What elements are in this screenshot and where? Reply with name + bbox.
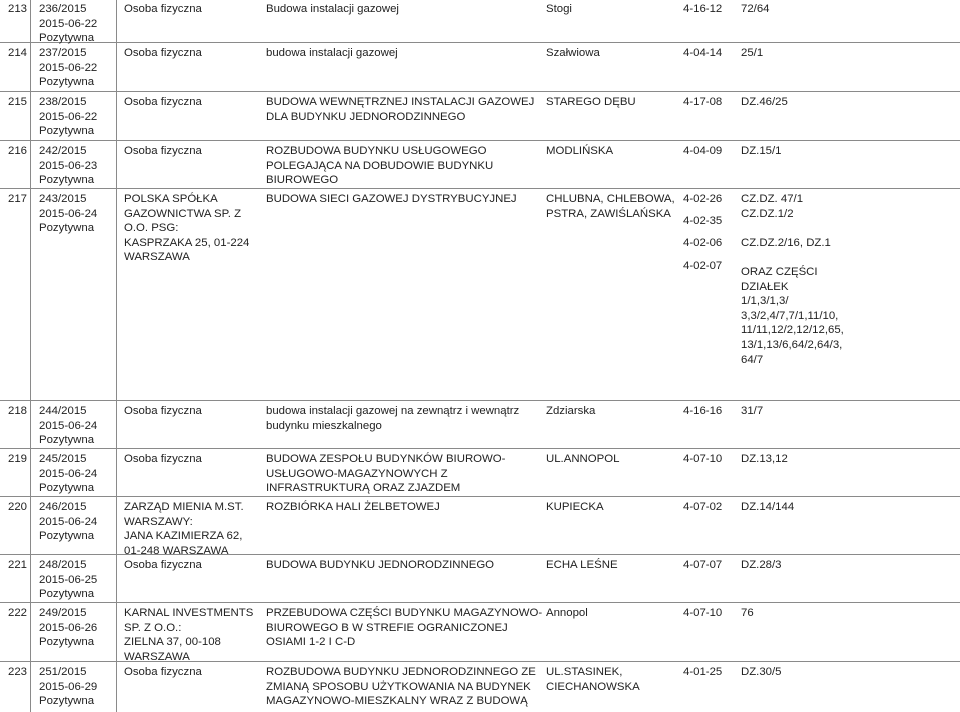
- row-divider: [0, 602, 960, 603]
- cell-line: 236/2015: [39, 3, 87, 15]
- cell-line: 4-16-16: [683, 405, 723, 417]
- cell-location: [546, 144, 613, 159]
- cell-location: [546, 404, 595, 419]
- cell-line: Pozytywna: [39, 695, 95, 708]
- cell-map-sheets: [683, 606, 722, 621]
- cell-line: 13/1,13/6,64/2,64/3,: [741, 338, 843, 351]
- cell-line: SP. Z O.O.:: [124, 621, 182, 634]
- cell-plots: [741, 665, 782, 680]
- cell-number: 217: [8, 193, 28, 205]
- cell-line: ROZBUDOWA BUDYNKU USŁUGOWEGO: [266, 145, 487, 157]
- cell-description: [266, 665, 536, 709]
- cell-number: 223: [8, 666, 28, 678]
- cell-line: ZARZĄD MIENIA M.ST.: [124, 501, 244, 513]
- cell-line: 244/2015: [39, 405, 87, 417]
- cell-ref: [39, 665, 97, 709]
- cell-description: [266, 144, 493, 188]
- cell-line: CHLUBNA, CHLEBOWA,: [546, 193, 675, 205]
- cell-line: Budowa instalacji gazowej: [266, 3, 399, 15]
- cell-line: 238/2015: [39, 96, 87, 108]
- cell-line: UL.STASINEK,: [546, 666, 623, 678]
- cell-line: 1/1,3/1,3/: [741, 295, 789, 308]
- cell-line: Pozytywna: [39, 222, 95, 235]
- cell-plots: [741, 192, 844, 367]
- cell-line: ZMIANĄ SPOSOBU UŻYTKOWANIA NA BUDYNEK: [266, 680, 531, 693]
- cell-location: [546, 192, 675, 221]
- cell-description: [266, 95, 534, 124]
- cell-location: [546, 665, 640, 694]
- cell-line: KUPIECKA: [546, 501, 604, 513]
- cell-line: WARSZAWA: [124, 251, 190, 264]
- cell-line: [741, 250, 844, 265]
- cell-line: 01-248 WARSZAWA: [124, 544, 229, 557]
- cell-location: [546, 95, 636, 110]
- cell-line: BUDOWA WEWNĘTRZNEJ INSTALACJI GAZOWEJ: [266, 96, 535, 108]
- cell-investor: [124, 2, 202, 17]
- cell-ref: [39, 2, 97, 46]
- cell-line: 251/2015: [39, 666, 87, 678]
- row-divider: [0, 188, 960, 189]
- cell-line: Osoba fizyczna: [124, 453, 202, 465]
- cell-line: 3,3/2,4/7,7/1,11/10,: [741, 309, 839, 322]
- cell-line: ZIELNA 37, 00-108: [124, 636, 221, 649]
- cell-plots: [741, 452, 788, 467]
- cell-plots: [741, 95, 788, 110]
- cell-investor: [124, 144, 202, 159]
- cell-line: UL.ANNOPOL: [546, 453, 620, 465]
- cell-line: Pozytywna: [39, 588, 95, 601]
- cell-description: [266, 2, 399, 17]
- cell-line: Pozytywna: [39, 434, 95, 447]
- cell-line: budynku mieszkalnego: [266, 419, 382, 432]
- cell-line: DZ.46/25: [741, 96, 788, 108]
- row-divider: [0, 42, 960, 43]
- cell-line: 2015-06-26: [39, 621, 98, 634]
- cell-description: [266, 606, 542, 650]
- cell-line: 2015-06-24: [39, 207, 98, 220]
- cell-line: ECHA LEŚNE: [546, 559, 618, 571]
- cell-number: 213: [8, 3, 28, 15]
- cell-line: 4-16-12: [683, 3, 723, 15]
- cell-line: BUDOWA BUDYNKU JEDNORODZINNEGO: [266, 559, 495, 571]
- cell-line: Stogi: [546, 3, 572, 15]
- cell-line: DLA BUDYNKU JEDNORODZINNEGO: [266, 110, 466, 123]
- cell-line: Pozytywna: [39, 530, 95, 543]
- cell-line: Pozytywna: [39, 482, 95, 495]
- cell-line: Osoba fizyczna: [124, 405, 202, 417]
- cell-line: BIUROWEGO B W STREFIE OGRANICZONEJ: [266, 621, 508, 634]
- cell-line: budowa instalacji gazowej: [266, 47, 398, 59]
- cell-number: 219: [8, 453, 28, 465]
- cell-ref: [39, 46, 97, 90]
- cell-ref: [39, 606, 97, 650]
- cell-line: 2015-06-24: [39, 515, 98, 528]
- column-divider: [116, 0, 117, 712]
- cell-number: 216: [8, 145, 28, 157]
- cell-plots: [741, 144, 782, 159]
- cell-plots: [741, 558, 782, 573]
- cell-investor: [124, 665, 202, 680]
- cell-line: JANA KAZIMIERZA 62,: [124, 530, 243, 543]
- cell-line: budowa instalacji gazowej na zewnątrz i wewnątrz: [266, 405, 520, 417]
- cell-line: Osoba fizyczna: [124, 559, 202, 571]
- cell-line: 2015-06-25: [39, 573, 98, 586]
- cell-line: CIECHANOWSKA: [546, 680, 640, 693]
- row-divider: [0, 91, 960, 92]
- cell-investor: [124, 192, 249, 265]
- cell-plots: [741, 404, 763, 419]
- cell-line: O.O. PSG:: [124, 222, 179, 235]
- cell-line: WARSZAWY:: [124, 515, 193, 528]
- cell-line: 4-07-07: [683, 559, 723, 571]
- cell-map-sheets: [683, 2, 722, 17]
- cell-line: 2015-06-29: [39, 680, 98, 693]
- cell-line: DZ.30/5: [741, 666, 782, 678]
- cell-location: [546, 500, 604, 515]
- cell-line: 4-02-06: [683, 237, 723, 250]
- cell-line: Szałwiowa: [546, 47, 600, 59]
- cell-line: Osoba fizyczna: [124, 3, 202, 15]
- cell-line: 4-17-08: [683, 96, 723, 108]
- cell-location: [546, 2, 572, 17]
- cell-line: CZ.DZ.1/2: [741, 207, 794, 220]
- cell-line: 72/64: [741, 3, 770, 15]
- cell-line: 243/2015: [39, 193, 87, 205]
- cell-line: Pozytywna: [39, 32, 95, 45]
- cell-line: ORAZ CZĘŚCI: [741, 265, 818, 278]
- cell-line: KARNAL INVESTMENTS: [124, 607, 254, 619]
- cell-map-sheets: [683, 665, 722, 680]
- column-divider: [30, 0, 31, 712]
- cell-number: 222: [8, 607, 28, 619]
- cell-ref: [39, 404, 97, 448]
- cell-line: 248/2015: [39, 559, 87, 571]
- cell-line: ROZBUDOWA BUDYNKU JEDNORODZINNEGO ZE: [266, 666, 536, 678]
- cell-line: 25/1: [741, 47, 764, 59]
- cell-ref: [39, 95, 97, 139]
- cell-ref: [39, 144, 97, 188]
- cell-line: Pozytywna: [39, 76, 95, 89]
- cell-line: DZ.15/1: [741, 145, 782, 157]
- cell-line: 31/7: [741, 405, 764, 417]
- cell-ref: [39, 192, 97, 236]
- cell-line: 2015-06-24: [39, 467, 98, 480]
- cell-investor: [124, 558, 202, 573]
- cell-description: [266, 192, 517, 207]
- cell-line: POLSKA SPÓŁKA: [124, 193, 218, 205]
- cell-line: PRZEBUDOWA CZĘŚCI BUDYNKU MAGAZYNOWO-: [266, 607, 543, 619]
- cell-line: BIUROWEGO: [266, 174, 339, 187]
- cell-line: DZ.14/144: [741, 501, 795, 513]
- cell-description: [266, 452, 505, 496]
- cell-investor: [124, 452, 202, 467]
- cell-investor: [124, 46, 202, 61]
- cell-description: [266, 46, 398, 61]
- cell-map-sheets: [683, 46, 722, 61]
- cell-line: WARSZAWA: [124, 650, 190, 663]
- cell-line: CZ.DZ. 47/1: [741, 193, 804, 205]
- cell-line: Pozytywna: [39, 174, 95, 187]
- cell-line: DZ.13,12: [741, 453, 788, 465]
- row-divider: [0, 400, 960, 401]
- cell-number: 218: [8, 405, 28, 417]
- cell-plots: [741, 46, 763, 61]
- cell-line: MODLIŃSKA: [546, 145, 614, 157]
- cell-line: 2015-06-23: [39, 159, 98, 172]
- cell-ref: [39, 452, 97, 496]
- cell-map-sheets: [683, 500, 722, 515]
- cell-line: 249/2015: [39, 607, 87, 619]
- cell-line: BUDOWA SIECI GAZOWEJ DYSTRYBUCYJNEJ: [266, 193, 517, 205]
- cell-line: 11/11,12/2,12/12,65,: [741, 324, 844, 337]
- cell-ref: [39, 558, 97, 602]
- cell-map-sheets: [683, 144, 722, 159]
- cell-ref: [39, 500, 97, 544]
- cell-line: BUDOWA ZESPOŁU BUDYNKÓW BIUROWO-: [266, 453, 506, 465]
- cell-line: 4-02-07: [683, 259, 723, 272]
- cell-line: STAREGO DĘBU: [546, 96, 636, 108]
- cell-location: [546, 452, 619, 467]
- cell-location: [546, 558, 618, 573]
- cell-line: 242/2015: [39, 145, 87, 157]
- row-divider: [0, 140, 960, 141]
- cell-line: 2015-06-22: [39, 17, 98, 30]
- cell-line: 4-02-26: [683, 193, 723, 205]
- cell-plots: [741, 2, 770, 17]
- cell-line: 4-07-10: [683, 607, 723, 619]
- cell-line: 2015-06-22: [39, 110, 98, 123]
- cell-line: USŁUGOWO-MAGAZYNOWYCH Z: [266, 467, 448, 480]
- cell-line: ROZBIÓRKA HALI ŻELBETOWEJ: [266, 501, 440, 513]
- cell-line: 76: [741, 607, 754, 619]
- cell-line: Osoba fizyczna: [124, 47, 202, 59]
- cell-line: 246/2015: [39, 501, 87, 513]
- cell-description: [266, 500, 440, 515]
- row-divider: [0, 448, 960, 449]
- cell-line: 237/2015: [39, 47, 87, 59]
- cell-location: [546, 46, 600, 61]
- cell-description: [266, 558, 494, 573]
- cell-map-sheets: [683, 95, 722, 110]
- cell-line: MAGAZYNOWO-MIESZKALNY WRAZ Z BUDOWĄ: [266, 695, 528, 708]
- cell-line: 4-04-09: [683, 145, 723, 157]
- cell-line: 4-01-25: [683, 666, 723, 678]
- cell-line: DZ.28/3: [741, 559, 782, 571]
- cell-line: KASPRZAKA 25, 01-224: [124, 236, 250, 249]
- cell-line: Osoba fizyczna: [124, 666, 202, 678]
- cell-line: PSTRA, ZAWIŚLAŃSKA: [546, 207, 671, 220]
- row-divider: [0, 496, 960, 497]
- cell-line: Pozytywna: [39, 125, 95, 138]
- cell-investor: [124, 404, 202, 419]
- cell-line: 2015-06-22: [39, 61, 98, 74]
- cell-investor: [124, 500, 244, 558]
- cell-line: INFRASTRUKTURĄ ORAZ ZJAZDEM: [266, 482, 461, 495]
- cell-description: [266, 404, 519, 433]
- cell-line: Annopol: [546, 607, 588, 619]
- cell-investor: [124, 95, 202, 110]
- cell-line: 4-07-02: [683, 501, 723, 513]
- cell-investor: [124, 606, 253, 664]
- cell-line: OSIAMI 1-2 I C-D: [266, 636, 356, 649]
- cell-line: 4-07-10: [683, 453, 723, 465]
- cell-line: 2015-06-24: [39, 419, 98, 432]
- cell-number: 220: [8, 501, 28, 513]
- cell-line: Osoba fizyczna: [124, 145, 202, 157]
- cell-plots: [741, 606, 754, 621]
- cell-line: Osoba fizyczna: [124, 96, 202, 108]
- cell-plots: [741, 500, 794, 515]
- cell-line: Zdziarska: [546, 405, 596, 417]
- cell-number: 214: [8, 47, 28, 59]
- cell-location: [546, 606, 588, 621]
- cell-line: CZ.DZ.2/16, DZ.1: [741, 236, 831, 249]
- cell-number: 221: [8, 559, 28, 571]
- cell-line: 4-04-14: [683, 47, 723, 59]
- cell-map-sheets: [683, 452, 722, 467]
- cell-map-sheets: [683, 192, 722, 273]
- cell-line: [741, 221, 844, 236]
- cell-line: POLEGAJĄCA NA DOBUDOWIE BUDYNKU: [266, 159, 494, 172]
- cell-map-sheets: [683, 404, 722, 419]
- cell-line: 64/7: [741, 353, 764, 366]
- cell-line: GAZOWNICTWA SP. Z: [124, 207, 242, 220]
- cell-number: 215: [8, 96, 28, 108]
- cell-line: Pozytywna: [39, 636, 95, 649]
- cell-line: 245/2015: [39, 453, 87, 465]
- cell-line: DZIAŁEK: [741, 280, 789, 293]
- cell-line: 4-02-35: [683, 215, 723, 228]
- cell-map-sheets: [683, 558, 722, 573]
